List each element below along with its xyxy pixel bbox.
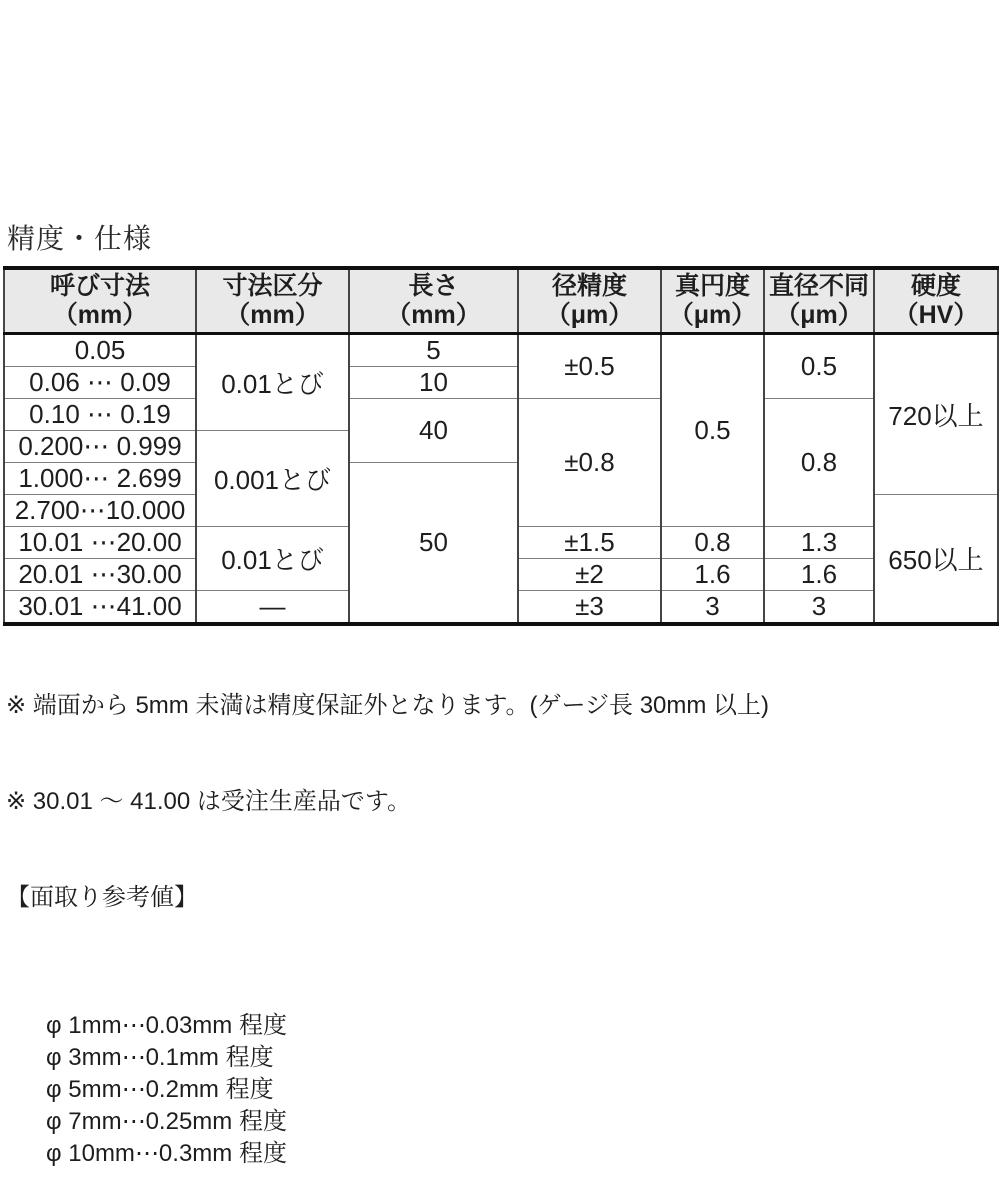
chamfer-item: φ 3mm⋯0.1mm 程度 [46, 1044, 274, 1071]
note-made-to-order: ※ 30.01 ～ 41.00 は受注生産品です。 [6, 788, 411, 815]
diameter-accuracy-cell: ±2 [518, 559, 661, 591]
nominal-size-cell: 0.06 ⋯ 0.09 [4, 367, 196, 399]
nominal-size-cell: 30.01 ⋯41.00 [4, 591, 196, 625]
col-header-name: 径精度 [551, 271, 627, 300]
col-header-length [349, 268, 518, 334]
col-header-hardness [874, 268, 998, 334]
col-header-name: 寸法区分 [222, 271, 323, 300]
col-header-step [196, 268, 349, 334]
nominal-size-cell: 0.05 [4, 334, 196, 367]
diameter-variation-cell: 1.3 [764, 527, 874, 559]
length-cell: 5 [349, 334, 518, 367]
diameter-variation-cell: 1.6 [764, 559, 874, 591]
col-header-diameter-accuracy [518, 268, 661, 334]
length-cell: 50 [349, 463, 518, 625]
chamfer-item: φ 10mm⋯0.3mm 程度 [46, 1140, 287, 1167]
length-cell: 40 [349, 399, 518, 463]
col-header-unit: （mm） [52, 301, 148, 329]
chamfer-reference-heading: 【面取り参考値】 [6, 884, 198, 911]
diameter-variation-cell: 0.8 [764, 399, 874, 527]
notes-block [6, 626, 769, 1170]
col-header-name: 直径不同 [768, 271, 869, 300]
hardness-cell: 720以上 [874, 334, 998, 495]
hardness-cell: 650以上 [874, 495, 998, 625]
table-row [4, 334, 998, 367]
nominal-size-cell: 0.10 ⋯ 0.19 [4, 399, 196, 431]
chamfer-item: φ 1mm⋯0.03mm 程度 [46, 1012, 287, 1039]
col-header-name: 真円度 [674, 271, 750, 300]
col-header-unit: （mm） [386, 301, 481, 329]
diameter-variation-cell: 3 [764, 591, 874, 625]
col-header-name: 長さ [408, 271, 459, 300]
header-row [4, 268, 998, 334]
nominal-size-cell: 20.01 ⋯30.00 [4, 559, 196, 591]
col-header-unit: （μm） [668, 301, 757, 329]
table-row [4, 399, 998, 431]
col-header-roundness [661, 268, 764, 334]
diameter-accuracy-cell: ±3 [518, 591, 661, 625]
diameter-accuracy-cell: ±1.5 [518, 527, 661, 559]
roundness-cell: 3 [661, 591, 764, 625]
col-header-unit: （HV） [893, 301, 979, 329]
step-cell: 0.001とび [196, 431, 349, 527]
nominal-size-cell: 0.200⋯ 0.999 [4, 431, 196, 463]
step-cell: 0.01とび [196, 334, 349, 431]
col-header-nominal-size [4, 268, 196, 334]
diameter-accuracy-cell: ±0.8 [518, 399, 661, 527]
note-accuracy-guarantee: ※ 端面から 5mm 未満は精度保証外となります。(ゲージ長 30mm 以上) [6, 692, 770, 719]
col-header-unit: （μm） [545, 301, 634, 329]
chamfer-item: φ 5mm⋯0.2mm 程度 [46, 1076, 274, 1103]
col-header-unit: （μm） [775, 301, 863, 329]
page-title: 精度・仕様 [7, 223, 153, 254]
diameter-variation-cell: 0.5 [764, 334, 874, 399]
col-header-unit: （mm） [225, 301, 320, 329]
chamfer-item: φ 7mm⋯0.25mm 程度 [46, 1108, 287, 1135]
spec-table [3, 266, 999, 626]
col-header-name: 呼び寸法 [49, 271, 150, 300]
col-header-name: 硬度 [910, 271, 961, 300]
col-header-diameter-variation [764, 268, 874, 334]
step-cell: 0.01とび [196, 527, 349, 591]
nominal-size-cell: 1.000⋯ 2.699 [4, 463, 196, 495]
roundness-cell: 0.5 [661, 334, 764, 527]
roundness-cell: 0.8 [661, 527, 764, 559]
step-cell: ― [196, 591, 349, 625]
nominal-size-cell: 10.01 ⋯20.00 [4, 527, 196, 559]
diameter-accuracy-cell: ±0.5 [518, 334, 661, 399]
nominal-size-cell: 2.700⋯10.000 [4, 495, 196, 527]
roundness-cell: 1.6 [661, 559, 764, 591]
length-cell: 10 [349, 367, 518, 399]
chamfer-reference-line1 [6, 978, 769, 1103]
